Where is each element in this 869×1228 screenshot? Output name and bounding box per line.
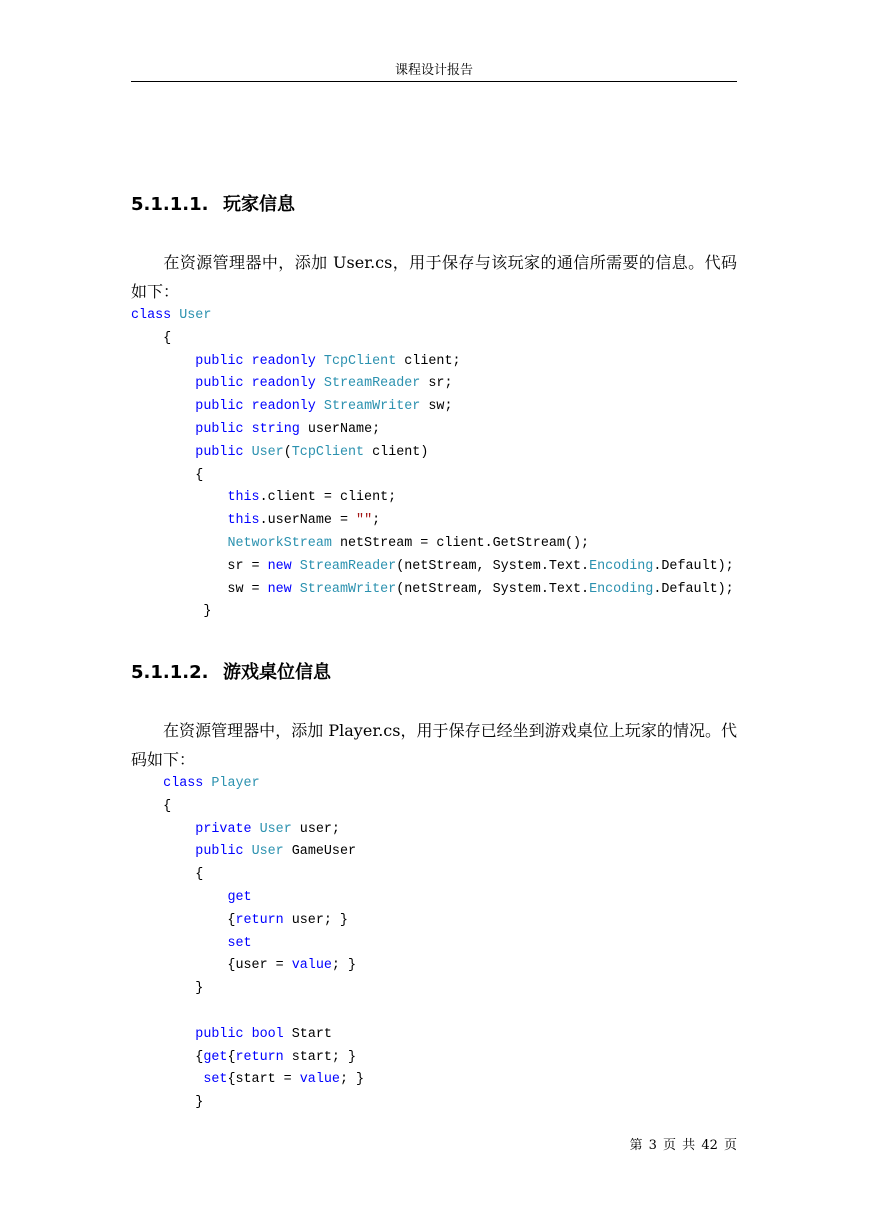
- section-number: 5.1.1.1.: [131, 194, 209, 215]
- code-block-user: class User { public readonly TcpClient client; public readonly StreamReader sr; public readonly StreamWriter sw; public string userName; public User(TcpClient client) { this.client = client; this.userName = ""; NetworkStream netStream = client.GetStream(); sr = new StreamReader(netStream, System.Text.Encoding.Default); sw = new StreamWriter(netStream, System.Text.Encoding.Default); }: [131, 308, 734, 620]
- section-title: 玩家信息: [223, 194, 295, 215]
- section-heading-table-info: [131, 662, 331, 684]
- section-number: 5.1.1.2.: [131, 662, 209, 683]
- section-heading-player-info: [131, 194, 295, 216]
- paragraph-text: 在资源管理器中，添加 User.cs，用于保存与该玩家的通信所需要的信息。代码如下：: [131, 253, 737, 301]
- header-rule: [131, 81, 737, 82]
- page-header: 课程设计报告: [394, 63, 473, 78]
- section-paragraph: [131, 716, 737, 774]
- paragraph-text: 在资源管理器中，添加 Player.cs，用于保存已经坐到游戏桌位上玩家的情况。代码如下：: [131, 721, 737, 769]
- section-title: 游戏桌位信息: [223, 662, 331, 683]
- code-block-player: class Player { private User user; public User GameUser { get {return user; } set {user = value; } } public bool Start {get{return start; } set{start = value; } }: [163, 776, 365, 1111]
- page-footer: 第 3 页 共 42 页: [629, 1138, 737, 1153]
- section-paragraph: [131, 248, 737, 306]
